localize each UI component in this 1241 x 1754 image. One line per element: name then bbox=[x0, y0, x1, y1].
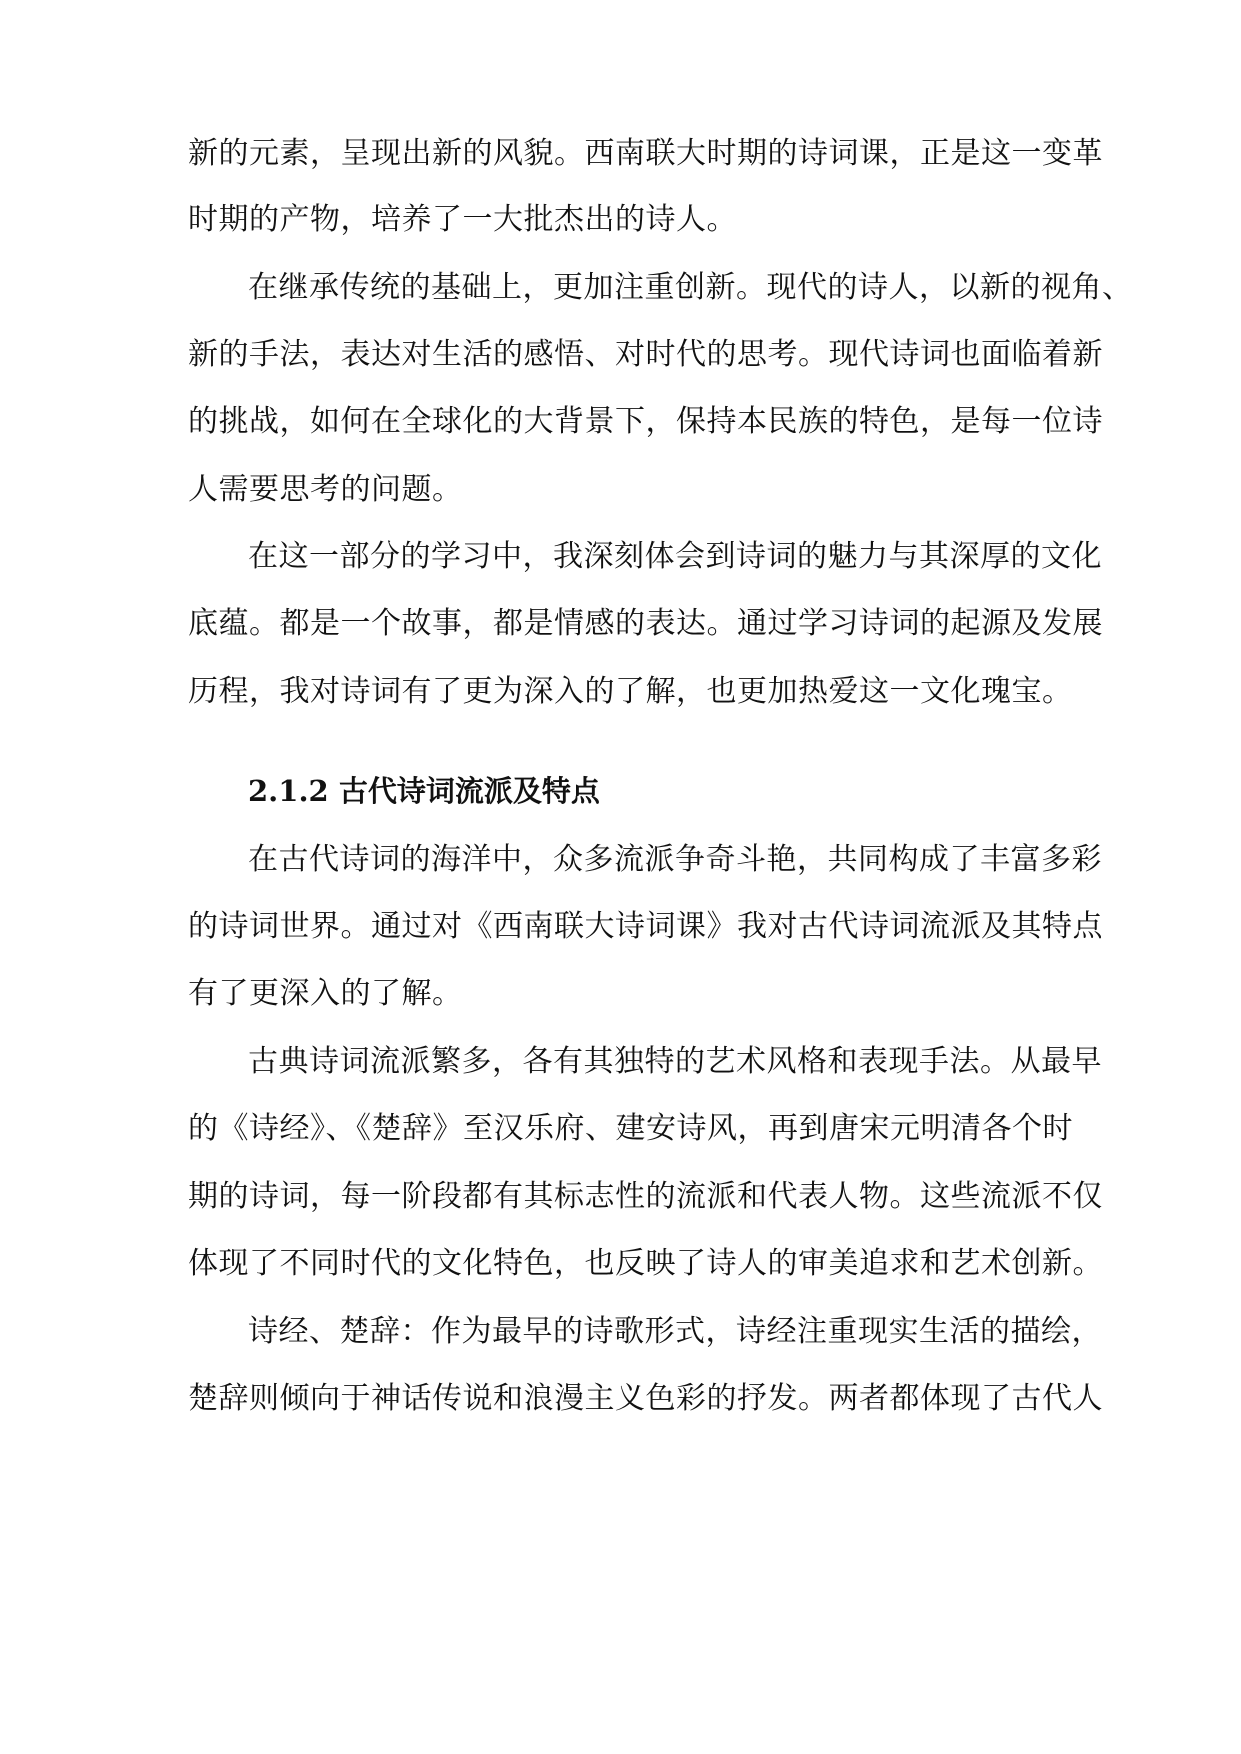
paragraph-line: 体现了不同时代的文化特色，也反映了诗人的审美追求和艺术创新。 bbox=[188, 1246, 1103, 1281]
paragraph-line: 的《诗经》、《楚辞》至汉乐府、建安诗风，再到唐宋元明清各个时 bbox=[188, 1111, 1073, 1146]
paragraph-line: 楚辞则倾向于神话传说和浪漫主义色彩的抒发。两者都体现了古代人 bbox=[188, 1381, 1103, 1416]
paragraph-line: 诗经、楚辞：作为最早的诗歌形式，诗经注重现实生活的描绘， bbox=[248, 1314, 1102, 1349]
paragraph-line: 人需要思考的问题。 bbox=[188, 472, 463, 507]
paragraph-line: 底蕴。都是一个故事，都是情感的表达。通过学习诗词的起源及发展 bbox=[188, 606, 1103, 641]
paragraph-line: 期的诗词，每一阶段都有其标志性的流派和代表人物。这些流派不仅 bbox=[188, 1179, 1103, 1214]
paragraph-line: 时期的产物，培养了一大批杰出的诗人。 bbox=[188, 202, 737, 237]
paragraph-line: 新的手法，表达对生活的感悟、对时代的思考。现代诗词也面临着新 bbox=[188, 337, 1103, 372]
paragraph-line: 在继承传统的基础上，更加注重创新。现代的诗人，以新的视角、 bbox=[248, 270, 1133, 305]
paragraph-line: 新的元素，呈现出新的风貌。西南联大时期的诗词课，正是这一变革 bbox=[188, 136, 1103, 171]
paragraph-line: 古典诗词流派繁多，各有其独特的艺术风格和表现手法。从最早 bbox=[248, 1044, 1102, 1079]
paragraph-line: 有了更深入的了解。 bbox=[188, 976, 463, 1011]
paragraph-line: 的挑战，如何在全球化的大背景下，保持本民族的特色，是每一位诗 bbox=[188, 404, 1103, 439]
paragraph-line: 的诗词世界。通过对《西南联大诗词课》我对古代诗词流派及其特点 bbox=[188, 909, 1103, 944]
paragraph-line: 历程，我对诗词有了更为深入的了解，也更加热爱这一文化瑰宝。 bbox=[188, 674, 1073, 709]
paragraph-line: 在古代诗词的海洋中，众多流派争奇斗艳，共同构成了丰富多彩 bbox=[248, 842, 1102, 877]
paragraph-line: 在这一部分的学习中，我深刻体会到诗词的魅力与其深厚的文化 bbox=[248, 539, 1102, 574]
section-heading: 2.1.2 古代诗词流派及特点 bbox=[248, 774, 600, 808]
